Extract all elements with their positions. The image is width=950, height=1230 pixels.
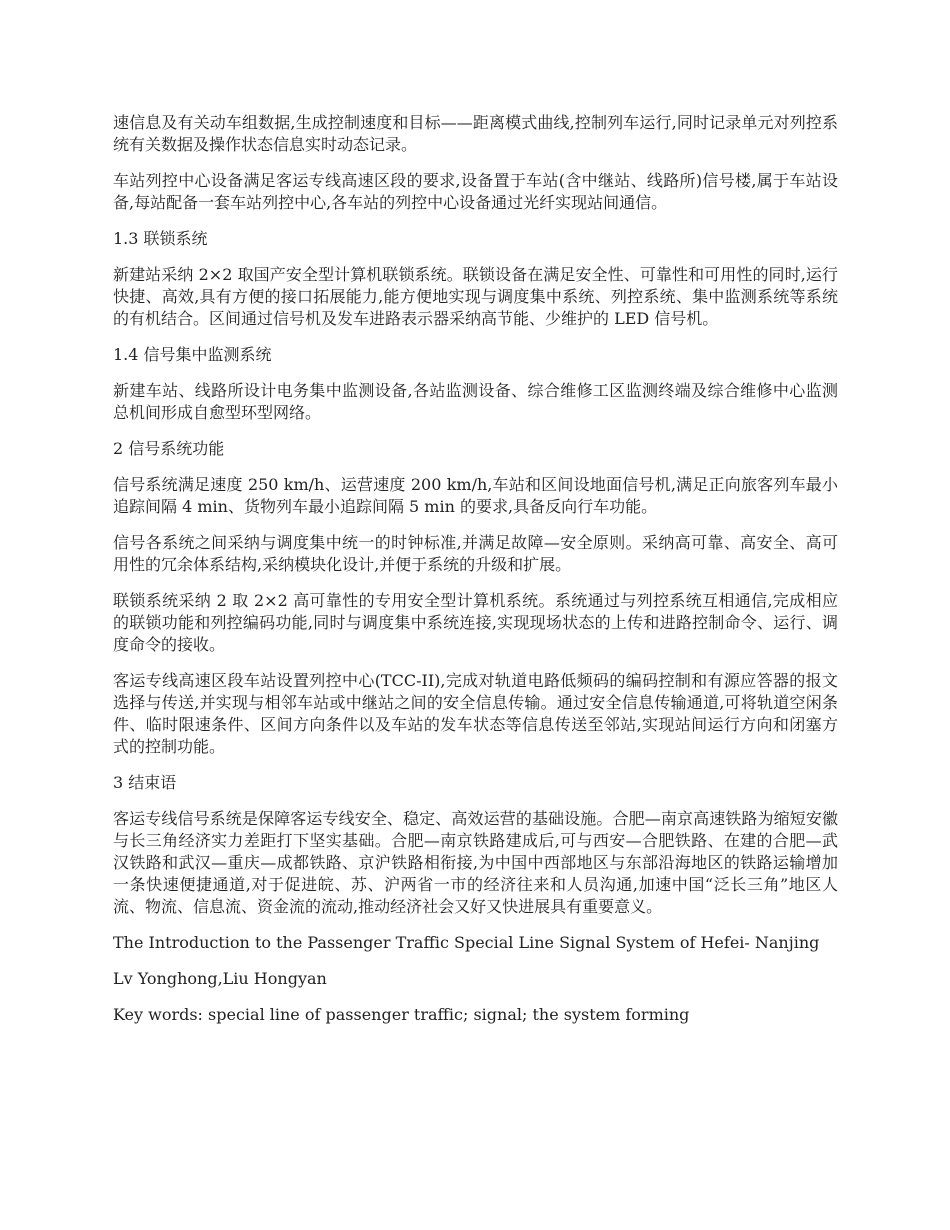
paragraph-clock-standard: 信号各系统之间采纳与调度集中统一的时钟标准,并满足故障—安全原则。采纳高可靠、高安全、高可用性的冗余体系结构,采纳模块化设计,并便于系统的升级和扩展。	[113, 533, 838, 574]
paragraph-tcc-ii: 客运专线高速区段车站设置列控中心(TCC-II),完成对轨道电路低频码的编码控制和有源应答器的报文选择与传送,并实现与相邻车站或中继站之间的安全信息传输。通过安全信息传输通道,可将轨道空闲条件、临时限速条件、区间方向条件以及车站的发车状态等信息传送至邻站,实现站间运行方向和闭塞方式的控制功能。	[113, 671, 838, 756]
paragraph-interlocking-system: 新建站采纳 2×2 取国产安全型计算机联锁系统。联锁设备在满足安全性、可靠性和可用性的同时,运行快捷、高效,具有方便的接口拓展能力,能方便地实现与调度集中系统、列控系统、集中监测系统等系统的有机结合。区间通过信号机及发车进路表示器采纳高节能、少维护的 LED 信号机。	[113, 265, 838, 328]
paragraph-centralized-monitoring: 新建车站、线路所设计电务集中监测设备,各站监测设备、综合维修工区监测终端及综合维修中心监测总机间形成自愈型环型网络。	[113, 381, 838, 422]
section-heading-interlocking: 1.3 联锁系统	[113, 229, 208, 248]
section-heading-centralized-monitoring: 1.4 信号集中监测系统	[113, 345, 272, 364]
paragraph-conclusion: 客运专线信号系统是保障客运专线安全、稳定、高效运营的基础设施。合肥—南京高速铁路为缩短安徽与长三角经济实力差距打下坚实基础。合肥—南京铁路建成后,可与西安—合肥铁路、在建的合肥—武汉铁路和武汉—重庆—成都铁路、京沪铁路相衔接,为中国中西部地区与东部沿海地区的铁路运输增加一条快速便捷通道,对于促进皖、苏、沪两省一市的经济往来和人员沟通,加速中国“泛长三角”地区人流、物流、信息流、资金流的流动,推动经济社会又好又快进展具有重要意义。	[113, 809, 838, 916]
document-page	[113, 112, 838, 1040]
english-authors: Lv Yonghong,Liu Hongyan	[113, 969, 327, 988]
paragraph-speed-requirements: 信号系统满足速度 250 km/h、运营速度 200 km/h,车站和区间设地面信号机,满足正向旅客列车最小追踪间隔 4 min、货物列车最小追踪间隔 5 min 的要求,具备反向行车功能。	[113, 475, 838, 516]
paragraph-interlocking-computer: 联锁系统采纳 2 取 2×2 高可靠性的专用安全型计算机系统。系统通过与列控系统互相通信,完成相应的联锁功能和列控编码功能,同时与调度集中系统连接,实现现场状态的上传和进路控制命令、运行、调度命令的接收。	[113, 591, 838, 654]
english-title: The Introduction to the Passenger Traffic Special Line Signal System of Hefei- Nanjing	[113, 933, 820, 952]
paragraph-station-train-control-center: 车站列控中心设备满足客运专线高速区段的要求,设备置于车站(含中继站、线路所)信号楼,属于车站设备,每站配备一套车站列控中心,各车站的列控中心设备通过光纤实现站间通信。	[113, 171, 838, 212]
section-heading-conclusion: 3 结束语	[113, 773, 177, 792]
section-heading-signal-functions: 2 信号系统功能	[113, 439, 225, 458]
english-keywords: Key words: special line of passenger traffic; signal; the system forming	[113, 1005, 690, 1024]
paragraph-train-control-recording: 速信息及有关动车组数据,生成控制速度和目标——距离模式曲线,控制列车运行,同时记录单元对列控系统有关数据及操作状态信息实时动态记录。	[113, 113, 838, 154]
